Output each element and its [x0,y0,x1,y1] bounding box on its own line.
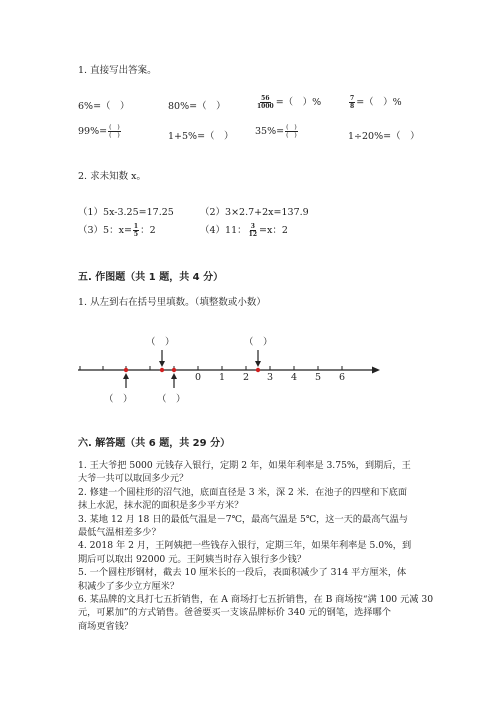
problem-line: 元，可累加”的方式销售。爸爸要买一支该品牌标价 340 元的钢笔，选择哪个 [78,607,391,619]
section6-heading: 六. 解答题（共 6 题，共 29 分） [78,438,231,449]
fraction-blank: $\frac{( )}{( )}$ [286,124,297,139]
point-marker [124,368,128,372]
axis-label-4: 4 [291,372,298,383]
problem-line: 3. 某地 12 月 18 日的最低气温是－7℃，最高气温是 5℃，这一天的最高气温与 [78,513,408,525]
fraction: $\frac{3}{12}$ [248,223,257,238]
blank-bottom-left: （ ） [104,394,133,405]
problem-line: 期后可以取出 92000 元。王阿姨当时存入银行多少钱？ [78,553,307,565]
arrow-up-icon [171,373,177,379]
problem-line: 最低气温相差多少？ [78,527,161,539]
calc-item-2: 80%=（ ） [168,101,226,112]
problem-line: 5. 一个圆柱形钢材，截去 10 厘米长的一段后，表面积减少了 314 平方厘米，体 [78,567,407,579]
equation-2: （2）3×2.7+2x=137.9 [200,207,309,218]
fraction: $\frac{1}{5}$ [133,223,139,238]
number-line [0,340,500,390]
point-marker [256,368,260,372]
axis-label-3: 3 [267,372,274,383]
point-marker [160,368,164,372]
arrow-down-icon [255,361,261,367]
blank-top-left: （ ） [146,337,175,348]
fraction: $\frac{7}{8}$ [350,95,355,110]
number-line-arrowhead [372,367,380,374]
fraction: $\frac{56}{1000}$ [257,95,274,110]
equation-1: （1）5x-3.25=17.25 [78,207,174,218]
problem-line: 抹上水泥，抹水泥的面积是多少平方米？ [78,500,244,512]
calc-item-1: 6%=（ ） [78,101,130,112]
axis-label-2: 2 [243,372,250,383]
point-marker [172,368,176,372]
section5-question: 1. 从左到右在括号里填数。（填整数或小数） [78,297,266,308]
calc-item-7: 35%= $\frac{( )}{( )}$ [255,124,297,139]
calc-item-8: 1÷20%=（ ） [348,131,420,142]
calc-item-5: 99%= $\frac{( )}{( )}$ [78,124,120,139]
problem-line: 1. 王大爷把 5000 元钱存入银行，定期 2 年，如果年利率是 3.75%，到期后，王 [78,460,411,471]
problem-line: 6. 某品牌的文具打七五折销售，在 A 商场打七五折销售，在 B 商场按“满 100 元减 30 [78,594,434,606]
calc-item-3: $\frac{56}{1000}$ =（ ）% [257,95,322,110]
axis-label-1: 1 [219,372,226,383]
equation-3: （3）5：x= $\frac{1}{5}$ ：2 [78,223,156,238]
calc-item-6: 1+5%=（ ） [168,131,234,142]
section1-title: 1. 直接写出答案。 [78,65,157,76]
axis-label-5: 5 [315,372,322,383]
problem-line: 大爷一共可以取回多少元？ [78,473,189,485]
fraction-blank: $\frac{( )}{( )}$ [109,124,120,139]
section2-title: 2. 求未知数 x。 [78,171,146,182]
calc-item-4: $\frac{7}{8}$ =（ ）% [350,95,402,110]
arrow-down-icon [159,361,165,367]
blank-top-right: （ ） [244,337,273,348]
word-problems [78,459,438,633]
problem-line: 4. 2018 年 2 月，王阿姨把一些钱存入银行，定期三年，如果年利率是 5.0%，到 [78,540,412,552]
axis-label-0: 0 [195,372,202,383]
axis-label-6: 6 [339,372,346,383]
arrow-up-icon [123,373,129,379]
problem-line: 商场更省钱？ [78,620,134,632]
section5-heading: 五. 作图题（共 1 题，共 4 分） [78,272,224,283]
equation-4: （4）11： $\frac{3}{12}$ =x：2 [200,223,288,238]
blank-bottom-right: （ ） [157,394,186,405]
problem-line: 2. 修建一个圆柱形的沼气池，底面直径是 3 米，深 2 米．在池子的四壁和下底面 [78,486,408,498]
problem-line: 积减少了多少立方厘米？ [78,580,180,592]
